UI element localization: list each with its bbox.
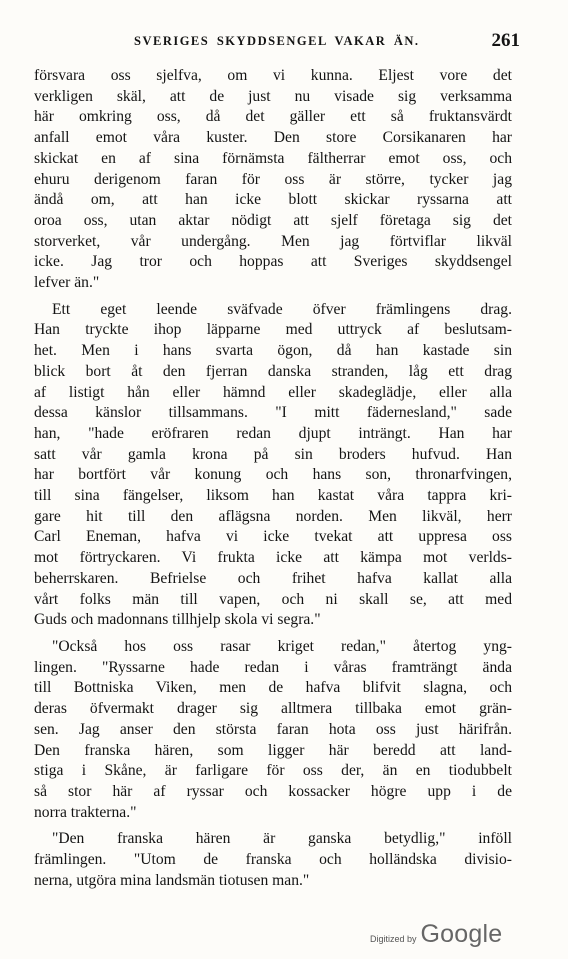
text-line: Guds och madonnans tillhjelp skola vi segra."	[34, 611, 321, 629]
text-line: icke. Jag tror och hoppas att Sveriges skyddsengel	[34, 253, 512, 271]
text-line: lefver än."	[34, 274, 100, 292]
text-line: "Den franska hären är ganska betydlig," inföll	[52, 830, 512, 848]
text-line: mot förtryckaren. Vi frukta icke att kämpa mot verlds-	[34, 549, 512, 567]
text-line: så stor här af ryssar och kossacker högre upp i de	[34, 782, 512, 800]
body-text	[34, 66, 512, 891]
text-line: Den franska hären, som ligger här beredd att land-	[34, 741, 512, 759]
text-line: gare hit till den aflägsna norden. Men likväl, herr	[34, 507, 512, 525]
text-line: beherrskaren. Befrielse och frihet hafva kallat alla	[34, 569, 512, 587]
text-line: skickat en af sina förnämsta fältherrar emot oss, och	[34, 149, 512, 167]
text-line: Han tryckte ihop läpparne med uttryck af beslutsam-	[34, 321, 512, 339]
text-line: af listigt hån eller hämnd eller skadeglädje, eller alla	[34, 383, 512, 401]
google-logo: Google	[420, 920, 503, 948]
text-line: Carl Eneman, hafva vi icke tvekat att uppresa oss	[34, 528, 512, 546]
text-line: stiga i Skåne, är farligare för oss der, än en tiodubbelt	[34, 762, 512, 780]
paragraph	[34, 829, 512, 891]
text-line: anfall emot våra kuster. Den store Corsikanaren har	[34, 129, 512, 147]
paragraph	[34, 300, 512, 631]
text-line: nerna, utgöra mina landsmän tiotusen man."	[34, 871, 310, 889]
paragraph	[34, 637, 512, 823]
text-line: till Bottniska Viken, men de hafva blifvit slagna, och	[34, 679, 512, 697]
text-line: blick bort åt den fjerran danska stranden, låg ett drag	[34, 362, 512, 380]
running-head	[34, 30, 542, 56]
text-line: deras öfvermakt drager sig alltmera tillbaka emot grän-	[34, 700, 512, 718]
text-line: storverket, vår undergång. Men jag förtviflar likväl	[34, 232, 512, 250]
text-line: dessa känslor tillsammans. "I mitt fädernesland," sade	[34, 404, 512, 422]
digitized-by-label: Digitized by	[370, 934, 417, 944]
text-line: satt vår gamla krona på sin broders hufvud. Han	[34, 445, 512, 463]
text-line: försvara oss sjelfva, om vi kunna. Eljest vore det	[34, 67, 512, 84]
text-line: Ett eget leende sväfvade öfver främlingens drag.	[52, 300, 512, 318]
text-line: till sina fängelser, liksom han kastat våra tappra kri-	[34, 487, 512, 505]
page-number: 261	[491, 30, 520, 51]
text-line: vårt folks män till vapen, och ni skall se, att med	[34, 590, 512, 608]
paragraph	[34, 66, 512, 294]
text-line: han, "hade eröfraren redan djupt inträngt. Han har	[34, 424, 512, 442]
running-title: SVERIGES SKYDDSENGEL VAKAR ÄN.	[134, 34, 420, 48]
text-line: norra trakterna."	[34, 803, 137, 821]
text-line: har bortfört vår konung och hans son, thronarfvingen,	[34, 466, 512, 484]
text-line: främlingen. "Utom de franska och holländska divisio-	[34, 851, 512, 869]
text-line: het. Men i hans svarta ögon, då han kastade sin	[34, 342, 512, 360]
text-line: ändå om, att han icke blott skickar ryssarna att	[34, 191, 512, 209]
text-line: verkligen skäl, att de just nu visade sig verksamma	[34, 87, 512, 105]
text-line: lingen. "Ryssarne hade redan i våras framträngt ända	[34, 658, 512, 676]
text-line: "Också hos oss rasar kriget redan," återtog yng-	[52, 637, 512, 655]
text-line: oroa oss, utan aktar nödigt att sjelf företaga sig det	[34, 211, 512, 229]
digitized-by-google-mark	[370, 920, 502, 949]
text-line: sen. Jag anser den största faran hota oss just härifrån.	[34, 720, 512, 738]
text-line: här omkring oss, då det gäller ett så fruktansvärdt	[34, 108, 512, 126]
text-line: ehuru derigenom faran för oss är större, tycker jag	[34, 170, 512, 188]
